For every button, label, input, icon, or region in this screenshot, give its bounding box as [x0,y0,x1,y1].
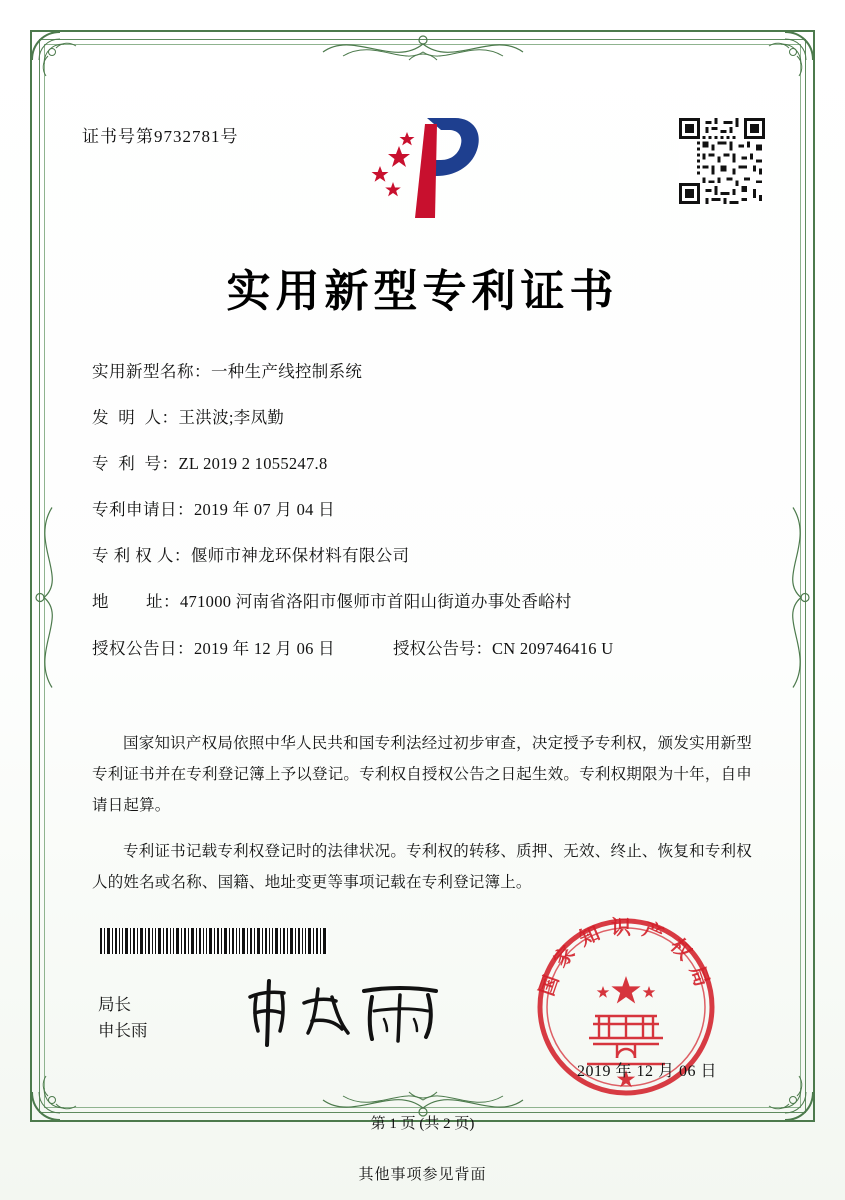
field-label: 发 明 人： [92,408,179,428]
field-list [92,360,762,683]
director-name-label: 申长雨 [98,1020,148,1040]
field-value-grant-number: CN 209746416 U [491,638,614,658]
page-number: 第 1 页 (共 2 页) [370,1116,475,1132]
field-row [92,544,762,567]
paragraph: 国家知识产权局依照中华人民共和国专利法经过初步审查，决定授予专利权，颁发实用新型专利证书并在专利登记簿上予以登记。专利权自授权公告之日起生效。专利权期限为十年，自申请日起算。 [92,734,752,814]
field-value: 偃师市神龙环保材料有限公司 [190,546,410,566]
seal-date: 2019 年 12 月 06 日 [576,1063,717,1080]
cnipa-logo-icon [355,110,495,225]
director-role-label: 局长 [98,995,131,1014]
field-label: 地 址： [92,592,180,612]
field-value: ZL 2019 2 1055247.8 [178,454,328,474]
page-title: 实用新型专利证书 [226,266,619,317]
svg-text:国家知识产权局: 国家知识产权局 [534,915,718,999]
field-label-grant-number: 授权公告号： [392,638,492,658]
corner-ornament-icon [30,30,92,92]
field-value: 2019 年 07 月 04 日 [194,500,335,520]
field-label: 实用新型名称： [92,362,211,381]
corner-ornament-icon [753,30,815,92]
certificate-number: 证书号第9732781号 [82,127,239,146]
field-label: 专 利 号： [92,454,179,474]
field-row [92,406,762,429]
field-label: 专 利 权 人： [92,546,191,566]
field-row [92,498,762,521]
field-value: 王洪波;李凤勤 [178,408,285,428]
field-label-grant-date: 授权公告日： [92,638,194,658]
field-row [92,360,762,383]
field-value: 一种生产线控制系统 [211,362,363,381]
paragraph: 专利证书记载专利权登记时的法律状况。专利权的转移、质押、无效、终止、恢复和专利权人的姓名或名称、国籍、地址变更等事项记载在专利登记簿上。 [92,843,752,891]
signature-labels [98,992,148,1043]
qr-code [679,118,765,204]
field-value: 471000 河南省洛阳市偃师市首阳山街道办事处香峪村 [180,592,572,612]
handwritten-signature-icon [236,975,451,1050]
field-label: 专利申请日： [92,500,194,520]
field-row [92,590,762,613]
footer-note: 其他事项参见背面 [358,1167,487,1183]
top-edge-ornament-icon [313,26,533,75]
legal-text-block [92,712,752,904]
barcode [100,928,328,954]
field-value-grant-date: 2019 年 12 月 06 日 [194,638,335,658]
right-edge-ornament-icon [775,498,819,703]
left-edge-ornament-icon [26,498,70,703]
field-row-grant [92,637,762,660]
field-row [92,452,762,475]
